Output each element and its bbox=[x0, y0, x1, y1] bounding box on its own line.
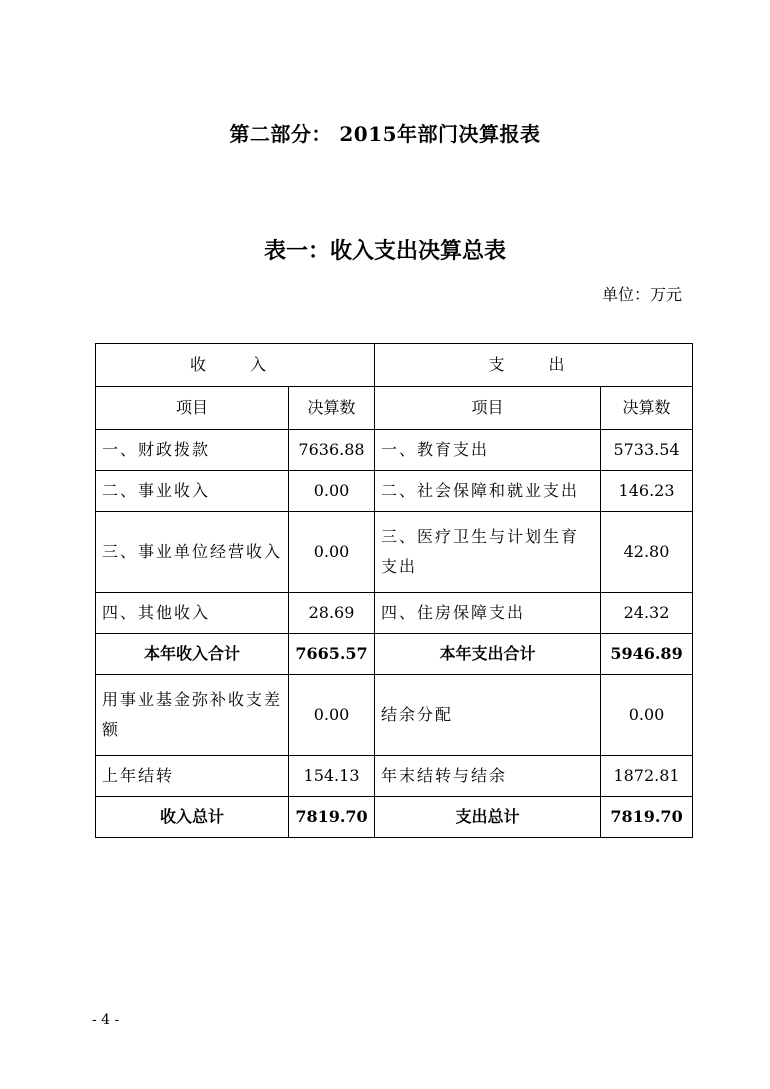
income-item: 四、其他收入 bbox=[96, 593, 289, 634]
income-amount: 0.00 bbox=[289, 471, 375, 512]
table-title: 表一：收入支出决算总表 bbox=[263, 238, 506, 264]
grand-total-row bbox=[96, 797, 693, 838]
table-row bbox=[96, 512, 693, 593]
income-amount-header: 决算数 bbox=[289, 387, 375, 430]
expense-amount-header: 决算数 bbox=[601, 387, 693, 430]
expense-amount: 24.32 bbox=[601, 593, 693, 634]
income-item-header: 项目 bbox=[96, 387, 289, 430]
year-expense-total-label: 本年支出合计 bbox=[375, 634, 601, 675]
year-expense-total-amount: 5946.89 bbox=[601, 634, 693, 675]
expense-amount: 146.23 bbox=[601, 471, 693, 512]
page-number: - 4 - bbox=[92, 1012, 120, 1028]
budget-summary-table bbox=[95, 343, 693, 838]
table-row bbox=[96, 756, 693, 797]
expense-amount: 42.80 bbox=[601, 512, 693, 593]
income-header: 收 入 bbox=[96, 344, 375, 387]
expense-amount: 1872.81 bbox=[601, 756, 693, 797]
expense-item: 四、住房保障支出 bbox=[375, 593, 601, 634]
year-total-row bbox=[96, 634, 693, 675]
expense-amount: 5733.54 bbox=[601, 430, 693, 471]
income-amount: 28.69 bbox=[289, 593, 375, 634]
table-row bbox=[96, 430, 693, 471]
expense-item: 年末结转与结余 bbox=[375, 756, 601, 797]
column-header-row bbox=[96, 387, 693, 430]
income-item: 一、财政拨款 bbox=[96, 430, 289, 471]
expense-item: 一、教育支出 bbox=[375, 430, 601, 471]
table-row bbox=[96, 471, 693, 512]
income-grand-total-label: 收入总计 bbox=[96, 797, 289, 838]
income-item: 用事业基金弥补收支差额 bbox=[96, 675, 289, 756]
expense-item: 三、医疗卫生与计划生育支出 bbox=[375, 512, 601, 593]
income-amount: 7636.88 bbox=[289, 430, 375, 471]
expense-item: 二、社会保障和就业支出 bbox=[375, 471, 601, 512]
income-item: 上年结转 bbox=[96, 756, 289, 797]
expense-amount: 0.00 bbox=[601, 675, 693, 756]
year-income-total-amount: 7665.57 bbox=[289, 634, 375, 675]
expense-item-header: 项目 bbox=[375, 387, 601, 430]
expense-grand-total-amount: 7819.70 bbox=[601, 797, 693, 838]
income-amount: 0.00 bbox=[289, 512, 375, 593]
table-row bbox=[96, 675, 693, 756]
year-income-total-label: 本年收入合计 bbox=[96, 634, 289, 675]
income-item: 三、事业单位经营收入 bbox=[96, 512, 289, 593]
income-item: 二、事业收入 bbox=[96, 471, 289, 512]
unit-label: 单位：万元 bbox=[601, 285, 682, 304]
table-row bbox=[96, 593, 693, 634]
income-amount: 154.13 bbox=[289, 756, 375, 797]
expense-header: 支 出 bbox=[375, 344, 693, 387]
part-title: 第二部分： 2015年部门决算报表 bbox=[229, 122, 541, 146]
income-grand-total-amount: 7819.70 bbox=[289, 797, 375, 838]
expense-item: 结余分配 bbox=[375, 675, 601, 756]
income-amount: 0.00 bbox=[289, 675, 375, 756]
expense-grand-total-label: 支出总计 bbox=[375, 797, 601, 838]
section-header-row bbox=[96, 344, 693, 387]
